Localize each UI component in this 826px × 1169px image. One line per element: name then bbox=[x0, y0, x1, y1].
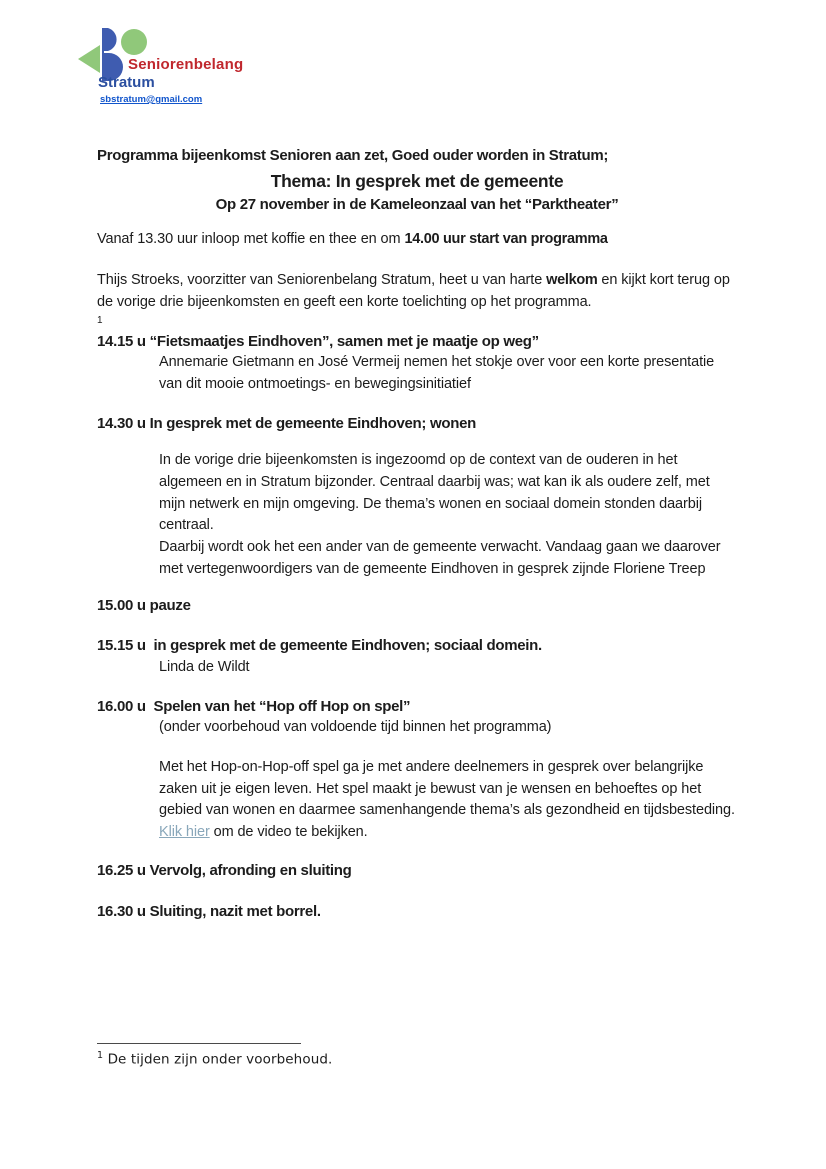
agenda-item-1600-detail: (onder voorbehoud van voldoende tijd binnen het programma) bbox=[159, 719, 552, 736]
welcome-part1: Thijs Stroeks, voorzitter van Seniorenbelang Stratum, heet u van harte bbox=[97, 272, 547, 289]
footnote-reference-mark: 1 bbox=[97, 314, 103, 326]
logo-triangle-icon bbox=[78, 45, 100, 73]
welcome-part2: en kijkt kort terug op de vorige drie bijeenkomsten en geeft een korte toelichting op het programma. bbox=[97, 272, 730, 310]
intro-start-bold: 14.00 uur start van programma bbox=[404, 231, 608, 248]
klik-hier-link[interactable]: Klik hier bbox=[159, 824, 210, 841]
agenda-item-1415-detail: Annemarie Gietmann en José Vermeij nemen het stokje over voor een korte presentatie van dit mooie ontmoetings- en bewegingsinitiatief bbox=[159, 354, 715, 392]
agenda-item-1430-paragraph1: In de vorige drie bijeenkomsten is ingezoomd op de context van de ouderen in het algemeen en in Stratum bijzonder. Centraal daarbij was; wat kan ik als oudere zelf, met mijn netwerk en mijn omgeving. De thema’s wonen en sociaal domein stonden daarbij centraal. bbox=[159, 452, 710, 534]
agenda-item-1415-title: 14.15 u “Fietsmaatjes Eindhoven”, samen met je maatje op weg” bbox=[97, 332, 539, 350]
org-subname: Stratum bbox=[98, 74, 155, 91]
footnote-divider bbox=[97, 1043, 301, 1044]
program-date-location-line: Op 27 november in de Kameleonzaal van het “Parktheater” bbox=[215, 195, 619, 213]
agenda-item-1430-paragraph2: Daarbij wordt ook het een ander van de gemeente verwacht. Vandaag gaan we daarover met vertegenwoordigers van de gemeente Eindhoven in gesprek zijnde Floriene Treep bbox=[159, 539, 721, 577]
agenda-item-1515-title: 15.15 u in gesprek met de gemeente Eindhoven; sociaal domein. bbox=[97, 637, 542, 655]
agenda-item-1630-title: 16.30 u Sluiting, nazit met borrel. bbox=[97, 902, 321, 920]
agenda-item-1600-title: 16.00 u Spelen van het “Hop off Hop on spel” bbox=[97, 697, 411, 715]
logo-dot-icon bbox=[121, 29, 147, 55]
agenda-item-1625-title: 16.25 u Vervolg, afronding en sluiting bbox=[97, 861, 352, 879]
program-theme-line: Thema: In gesprek met de gemeente bbox=[270, 170, 564, 191]
footnote-number: 1 bbox=[97, 1050, 104, 1061]
agenda-item-1500-title: 15.00 u pauze bbox=[97, 596, 191, 614]
welcome-bold: welkom bbox=[546, 272, 598, 289]
intro-start-regular: Vanaf 13.30 uur inloop met koffie en thee en om bbox=[97, 231, 405, 248]
org-name: Seniorenbelang bbox=[128, 56, 244, 73]
program-title-line1: Programma bijeenkomst Senioren aan zet, Goed ouder worden in Stratum; bbox=[97, 147, 609, 164]
hop-spel-text-before-link: Met het Hop-on-Hop-off spel ga je met andere deelnemers in gesprek over belangrijke zaken uit je eigen leven. Het spel maakt je bewust van je wensen en behoeftes op het gebied van wonen en daarmee samenhangende thema’s als gezondheid en tijdsbesteding. bbox=[159, 759, 735, 819]
welcome-paragraph bbox=[97, 270, 737, 313]
intro-start-line bbox=[97, 229, 737, 251]
org-logo bbox=[75, 16, 305, 111]
footnote-body: De tijden zijn onder voorbehoud. bbox=[107, 1051, 333, 1068]
hop-spel-text-after-link: om de video te bekijken. bbox=[209, 824, 368, 841]
agenda-item-1430-title: 14.30 u In gesprek met de gemeente Eindhoven; wonen bbox=[97, 414, 476, 432]
agenda-item-1515-detail: Linda de Wildt bbox=[159, 658, 250, 675]
footnote-text bbox=[97, 1050, 697, 1068]
agenda-item-1600-paragraph bbox=[159, 757, 737, 844]
footnote bbox=[97, 1043, 697, 1068]
program-content bbox=[97, 145, 737, 922]
org-email-link[interactable]: sbstratum@gmail.com bbox=[100, 94, 203, 105]
